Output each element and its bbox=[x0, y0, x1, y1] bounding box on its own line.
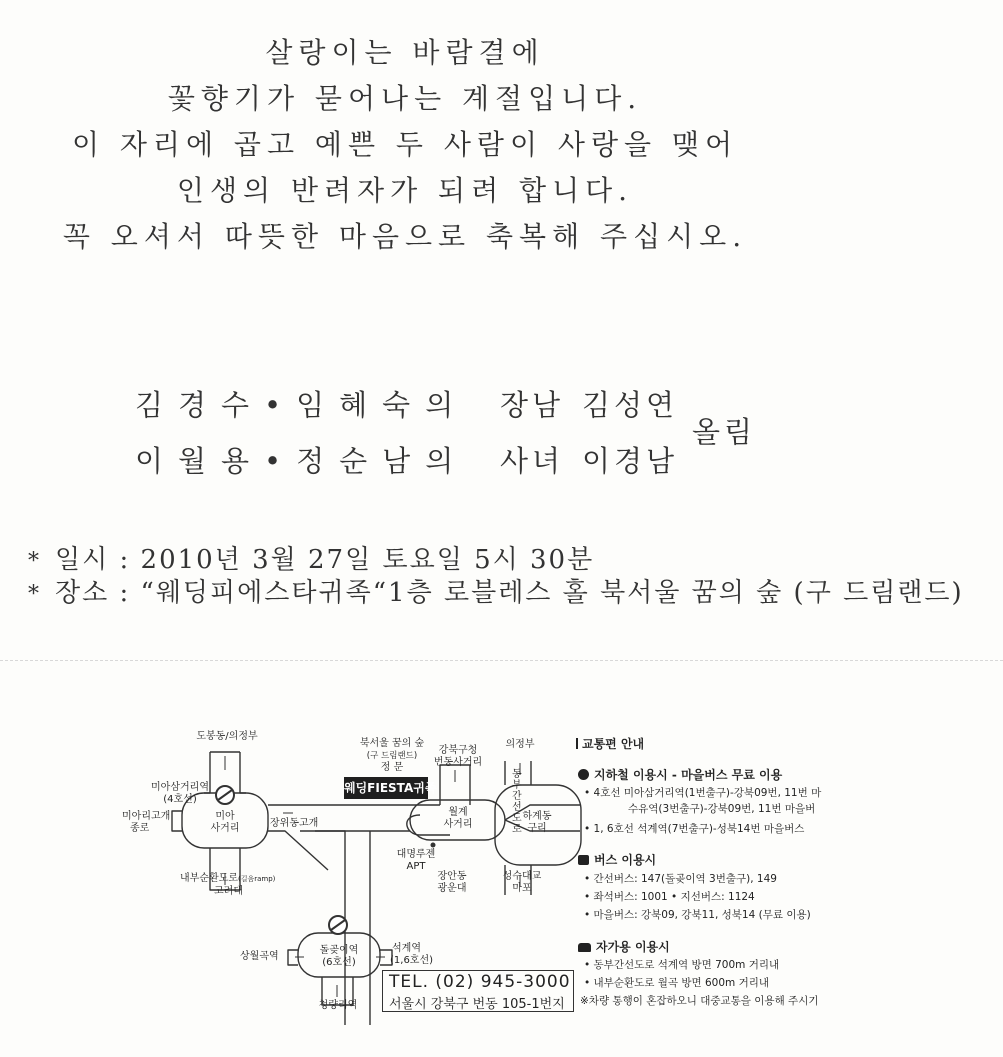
bus-icon bbox=[578, 855, 589, 865]
groom-parents: 김경수•임혜숙의 bbox=[135, 388, 469, 422]
invitation-line: 꼭 오셔서 따뜻한 마음으로 축복해 주십시오. bbox=[62, 220, 748, 253]
venue-sign: 웨딩FIESTA귀족 bbox=[344, 777, 428, 799]
label-uijeongbu: 의정부 bbox=[505, 739, 535, 750]
label-mia-junction: 사거리 bbox=[210, 823, 240, 834]
tel-number: TEL. (02) 945-3000 bbox=[389, 972, 571, 992]
label-hagye: 하계동 bbox=[522, 811, 552, 822]
label-cheongnyangni: 청량리역 bbox=[318, 1000, 358, 1011]
bus-title bbox=[578, 851, 656, 868]
bride-name: 이경남 bbox=[582, 444, 679, 478]
car-item: ※차량 통행이 혼잡하오니 대중교통을 이용해 주시기 bbox=[580, 995, 819, 1007]
car-title bbox=[578, 938, 670, 955]
label-mia-station: 미아삼거리역 bbox=[151, 782, 209, 793]
subway-marker-mia bbox=[216, 786, 234, 804]
car-item: • 내부순환도로 월곡 방면 600m 거리내 bbox=[584, 977, 770, 989]
address: 서울시 강북구 번동 105-1번지 bbox=[389, 997, 565, 1012]
invitation-line: 인생의 반려자가 되려 합니다. bbox=[176, 174, 634, 207]
subway-item: • 1, 6호선 석계역(7번출구)-성북14번 마을버스 bbox=[584, 823, 805, 835]
bride-relation: 사녀 bbox=[500, 444, 565, 478]
closing-word: 올림 bbox=[692, 415, 757, 449]
event-venue bbox=[28, 572, 964, 609]
subway-title-text: 지하철 이용시 - 마을버스 무료 이용 bbox=[594, 768, 783, 782]
transport-title bbox=[576, 735, 644, 752]
label-seokgye: 석계역 bbox=[392, 943, 421, 954]
label-seokgye-line: (1,6호선) bbox=[390, 955, 434, 966]
venue-text: 장소 : “웨딩피에스타귀족“1층 로블레스 홀 북서울 꿈의 숲 (구 드림랜드) bbox=[55, 578, 964, 608]
label-dolgoji-line: (6호선) bbox=[322, 957, 356, 968]
transport-title-text: 교통편 안내 bbox=[582, 737, 645, 751]
bus-item: • 좌석버스: 1001 • 지선버스: 1124 bbox=[584, 891, 755, 903]
label-wolgok: 상월곡역 bbox=[240, 951, 279, 962]
label-wolgye-junction: 사거리 bbox=[443, 819, 473, 830]
label-daemyung: 대명루젠 bbox=[396, 849, 436, 860]
naebu-road: 내부순환도로 bbox=[180, 873, 238, 884]
event-date bbox=[28, 539, 594, 576]
label-dobong: 도봉동/의정부 bbox=[196, 731, 258, 742]
label-main-gate: 정 문 bbox=[380, 762, 404, 773]
bride-parents: 이월용•정순남의 bbox=[135, 444, 469, 478]
invitation-text bbox=[0, 30, 810, 260]
invitation-line: 이 자리에 곱고 예쁜 두 사람이 사랑을 맺어 bbox=[71, 128, 739, 161]
contact-box bbox=[382, 970, 574, 1012]
subway-item: • 4호선 미아삼거리역(1번출구)-강북09번, 11번 마 bbox=[584, 787, 822, 799]
label-mia: 미아 bbox=[215, 811, 235, 822]
location-map bbox=[110, 725, 585, 1025]
bus-item: • 마을버스: 강북09, 강북11, 성북14 (무료 이용) bbox=[584, 909, 811, 921]
naebu-ramp: (길음ramp) bbox=[237, 875, 276, 883]
subway-marker-dolgoji bbox=[329, 916, 347, 934]
label-miari-pass: 미아리고개 bbox=[122, 811, 171, 822]
label-dolgoji: 돌곶이역 bbox=[319, 945, 359, 956]
label-naebu bbox=[180, 873, 275, 885]
invitation-line: 살랑이는 바람결에 bbox=[265, 36, 545, 69]
label-jangan: 장안동 bbox=[437, 871, 467, 882]
car-icon bbox=[578, 943, 591, 952]
fold-line bbox=[0, 660, 1003, 663]
label-beondong: 번동사거리 bbox=[433, 757, 483, 768]
label-korea-univ: 고려대 bbox=[214, 886, 243, 897]
label-guri: 구리 bbox=[527, 823, 547, 834]
car-title-text: 자가용 이용시 bbox=[596, 940, 670, 954]
label-janwi: 장위동고개 bbox=[270, 818, 319, 829]
bullet-star: * bbox=[28, 582, 41, 607]
bus-title-text: 버스 이용시 bbox=[594, 853, 657, 867]
date-text: 일시 : 2010년 3월 27일 토요일 5시 30분 bbox=[55, 545, 595, 575]
car-item: • 동부간선도로 석계역 방면 700m 거리내 bbox=[584, 959, 780, 971]
label-dongbu: 동부간선도로 bbox=[512, 769, 522, 835]
label-forest-old: (구 드림랜드) bbox=[366, 751, 418, 761]
subway-item: 수유역(3번출구)-강북09번, 11번 마을버 bbox=[628, 803, 816, 815]
label-mia-station-line: (4호선) bbox=[163, 794, 197, 805]
subway-title bbox=[578, 766, 782, 783]
invitation-line: 꽃향기가 묻어나는 계절입니다. bbox=[167, 82, 643, 115]
label-jongno: 종로 bbox=[130, 823, 150, 834]
label-seongsu: 성수대교 bbox=[502, 871, 542, 882]
bus-item: • 간선버스: 147(돌곶이역 3번출구), 149 bbox=[584, 873, 777, 885]
groom-relation: 장남 bbox=[500, 388, 565, 422]
bullet-star: * bbox=[28, 549, 41, 574]
label-wolgye: 월계 bbox=[448, 807, 468, 818]
transport-guide bbox=[576, 735, 876, 1035]
label-apt: APT bbox=[406, 861, 426, 872]
label-kwangwoon: 광운대 bbox=[437, 883, 467, 894]
groom-name: 김성연 bbox=[582, 388, 679, 422]
label-mapo: 마포 bbox=[512, 883, 532, 894]
label-gangbuk-office: 강북구청 bbox=[438, 745, 478, 756]
subway-icon bbox=[578, 769, 589, 780]
label-forest: 북서울 꿈의 숲 bbox=[359, 738, 425, 749]
